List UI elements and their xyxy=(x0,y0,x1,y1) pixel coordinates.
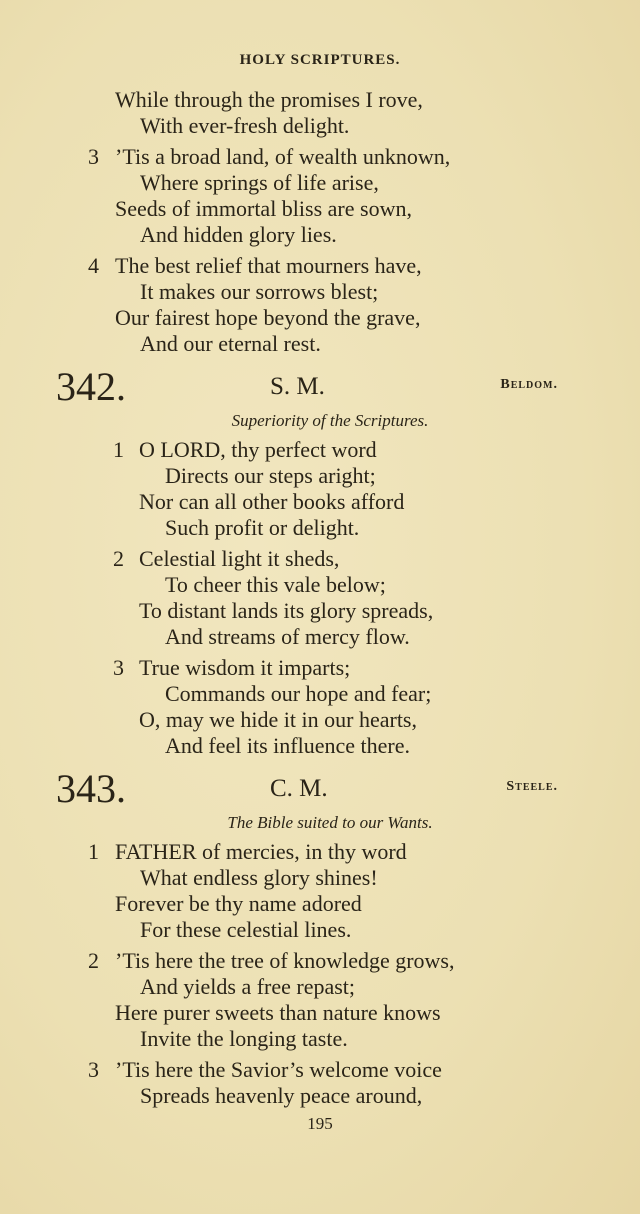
verse-line xyxy=(0,891,640,917)
verse-line xyxy=(0,87,640,113)
verse-line xyxy=(0,144,640,170)
line-text: Spreads heavenly peace around, xyxy=(140,1083,423,1108)
line-text: Seeds of immortal bliss are sown, xyxy=(115,196,412,221)
verse-line xyxy=(0,572,640,598)
verse-line xyxy=(0,170,640,196)
line-text: Our fairest hope beyond the grave, xyxy=(115,305,421,330)
verse-line xyxy=(0,1026,640,1052)
line-text: The best relief that mourners have, xyxy=(115,253,422,278)
line-text: Such profit or delight. xyxy=(165,515,360,540)
stanza xyxy=(0,87,640,139)
stanza xyxy=(0,546,640,650)
stanza-number: 1 xyxy=(113,437,124,462)
verse-line xyxy=(0,917,640,943)
verse-line xyxy=(0,305,640,331)
line-text: Invite the longing taste. xyxy=(140,1026,348,1051)
hymn-title: The Bible suited to our Wants. xyxy=(227,813,433,832)
line-text: While through the promises I rove, xyxy=(115,87,423,112)
stanza-number: 3 xyxy=(113,655,124,680)
stanza-number: 1 xyxy=(88,839,99,864)
verse-line xyxy=(0,331,640,357)
hymn-header xyxy=(0,767,640,811)
verse-line xyxy=(0,222,640,248)
continued-hymn xyxy=(0,87,640,357)
stanza-number: 3 xyxy=(88,1057,99,1082)
line-text: And our eternal rest. xyxy=(140,331,321,356)
line-text: True wisdom it imparts; xyxy=(139,655,351,680)
verse-line xyxy=(0,196,640,222)
line-text: Nor can all other books afford xyxy=(139,489,405,514)
verse-line xyxy=(0,1057,640,1083)
line-text: O, may we hide it in our hearts, xyxy=(139,707,417,732)
line-text: To cheer this vale below; xyxy=(165,572,386,597)
verse-line xyxy=(0,463,640,489)
stanza-number: 2 xyxy=(113,546,124,571)
line-text: ’Tis a broad land, of wealth unknown, xyxy=(115,144,451,169)
hymn-meter: C. M. xyxy=(270,775,328,802)
hymn-header xyxy=(0,365,640,409)
hymn xyxy=(0,767,640,1109)
line-text: And yields a free repast; xyxy=(140,974,356,999)
verse-line xyxy=(0,598,640,624)
line-text: Celestial light it sheds, xyxy=(139,546,340,571)
verse-line xyxy=(0,253,640,279)
stanza xyxy=(0,948,640,1052)
verse-line xyxy=(0,113,640,139)
page-number: 195 xyxy=(307,1114,333,1133)
verse-line xyxy=(0,707,640,733)
verse-line xyxy=(0,624,640,650)
hymn xyxy=(0,365,640,759)
stanza-number: 4 xyxy=(88,253,99,278)
line-text: Commands our hope and fear; xyxy=(165,681,432,706)
line-text: Where springs of life arise, xyxy=(140,170,379,195)
stanza xyxy=(0,655,640,759)
line-text: Forever be thy name adored xyxy=(115,891,362,916)
stanza xyxy=(0,839,640,943)
verse-line xyxy=(0,839,640,865)
verse-line xyxy=(0,865,640,891)
verse-line xyxy=(0,733,640,759)
line-text: To distant lands its glory spreads, xyxy=(139,598,434,623)
stanza xyxy=(0,253,640,357)
verse-line xyxy=(0,437,640,463)
line-text: What endless glory shines! xyxy=(140,865,378,890)
line-text: O LORD, thy perfect word xyxy=(139,437,377,462)
verse-line xyxy=(0,1000,640,1026)
line-text: And streams of mercy flow. xyxy=(165,624,410,649)
verse-line xyxy=(0,948,640,974)
verse-line xyxy=(0,489,640,515)
verse-line xyxy=(0,1083,640,1109)
hymn-author: Beldom. xyxy=(500,377,558,392)
line-text: FATHER of mercies, in thy word xyxy=(115,839,407,864)
stanza-number: 3 xyxy=(88,144,99,169)
verse-line xyxy=(0,279,640,305)
hymn-author: Steele. xyxy=(506,779,558,794)
hymn-title: Superiority of the Scriptures. xyxy=(231,411,429,430)
hymn-number: 342. xyxy=(56,364,126,409)
line-text: ’Tis here the tree of knowledge grows, xyxy=(115,948,455,973)
verse-line xyxy=(0,546,640,572)
line-text: Here purer sweets than nature knows xyxy=(115,1000,441,1025)
verse-line xyxy=(0,655,640,681)
verse-line xyxy=(0,515,640,541)
verse-line xyxy=(0,681,640,707)
line-text: And hidden glory lies. xyxy=(140,222,337,247)
stanza xyxy=(0,144,640,248)
line-text: For these celestial lines. xyxy=(140,917,352,942)
running-head: HOLY SCRIPTURES. xyxy=(239,52,401,68)
line-text: ’Tis here the Savior’s welcome voice xyxy=(115,1057,442,1082)
line-text: And feel its influence there. xyxy=(165,733,410,758)
line-text: It makes our sorrows blest; xyxy=(140,279,379,304)
hymn-number: 343. xyxy=(56,766,126,811)
stanza xyxy=(0,1057,640,1109)
line-text: Directs our steps aright; xyxy=(165,463,376,488)
stanza-number: 2 xyxy=(88,948,99,973)
line-text: With ever-fresh delight. xyxy=(140,113,350,138)
verse-line xyxy=(0,974,640,1000)
page-content xyxy=(0,87,640,1114)
hymn-meter: S. M. xyxy=(270,373,325,400)
stanza xyxy=(0,437,640,541)
